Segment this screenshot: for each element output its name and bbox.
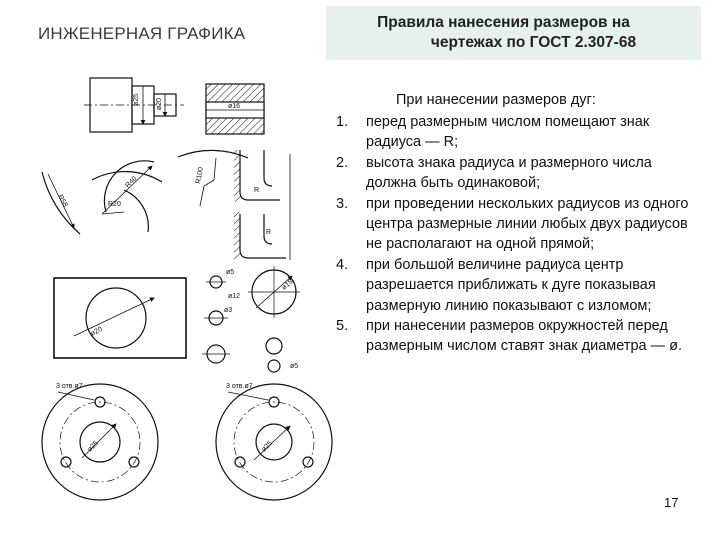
rule-item: [336, 255, 696, 316]
rule-item: [336, 153, 696, 194]
dimensioning-drawings-figure: [28, 62, 334, 532]
rule-item: [336, 194, 696, 255]
label-shaft-d2: ø20: [156, 97, 163, 110]
label-arc-r100: R100: [195, 166, 205, 185]
label-corner-r2: R: [266, 229, 272, 236]
label-holes-left: 3 отв.ø7: [56, 383, 83, 390]
label-plate-d: ø20: [89, 325, 104, 338]
label-arc-r58: R58: [56, 193, 69, 209]
flange-drawing-left: [42, 384, 158, 500]
flange-drawing-right: [216, 384, 332, 500]
label-arc-r20: R20: [108, 201, 121, 208]
label-small-d3: ø12: [228, 293, 241, 300]
slide-title: [326, 6, 701, 60]
slide-title-line-1: Правила нанесения размеров на: [377, 14, 630, 31]
fillet-radius-drawings: [234, 150, 290, 260]
label-small-d5: ø5: [290, 363, 299, 370]
label-small-d1: ø5: [226, 269, 235, 276]
technical-drawings: [28, 62, 334, 532]
rule-text: при проведении нескольких радиусов из одного центра размерные линии любых двух радиусов не располагают на одной прямой;: [366, 195, 689, 253]
label-shaft-d1: ø25: [133, 93, 140, 106]
rule-number: 4.: [336, 256, 349, 273]
slide-title-line-2: чертежах по ГОСТ 2.307-68: [430, 34, 637, 51]
rule-number: 2.: [336, 154, 349, 171]
rule-item: [336, 112, 696, 153]
arc-radius-drawings: [42, 150, 248, 234]
label-hatch-dim: ø16: [228, 103, 241, 110]
label-small-d2: ø3: [224, 307, 233, 314]
topic-heading: ИНЖЕНЕРНАЯ ГРАФИКА: [38, 24, 246, 43]
rule-number: 1.: [336, 114, 349, 130]
rules-list: [336, 112, 696, 357]
label-arc-r40: R40: [124, 175, 139, 190]
page-number: 17: [664, 495, 679, 510]
rule-text: перед размерным числом помещают знак радиуса — R;: [366, 114, 650, 151]
label-pcd-right: ø25: [260, 439, 274, 454]
rule-item: [336, 316, 696, 357]
label-pcd-left: ø25: [86, 439, 100, 454]
label-small-d4: ø15: [280, 278, 295, 292]
rules-intro: При нанесении размеров дуг:: [396, 92, 596, 108]
label-corner-r: R: [254, 187, 260, 194]
label-holes-right: 3 отв.ø7: [226, 383, 253, 390]
rule-text: при нанесении размеров окружностей перед размерным числом ставят знак диаметра — ø.: [366, 318, 683, 355]
rule-number: 3.: [336, 195, 349, 212]
rule-number: 5.: [336, 318, 349, 335]
rule-text: при большой величине радиуса центр разрешается приближать к дуге показывая размерную линию показывают с изломом;: [366, 256, 656, 314]
rule-text: высота знака радиуса и размерного числа должна быть одинаковой;: [366, 154, 652, 192]
plate-with-hole-drawing: [54, 278, 186, 358]
